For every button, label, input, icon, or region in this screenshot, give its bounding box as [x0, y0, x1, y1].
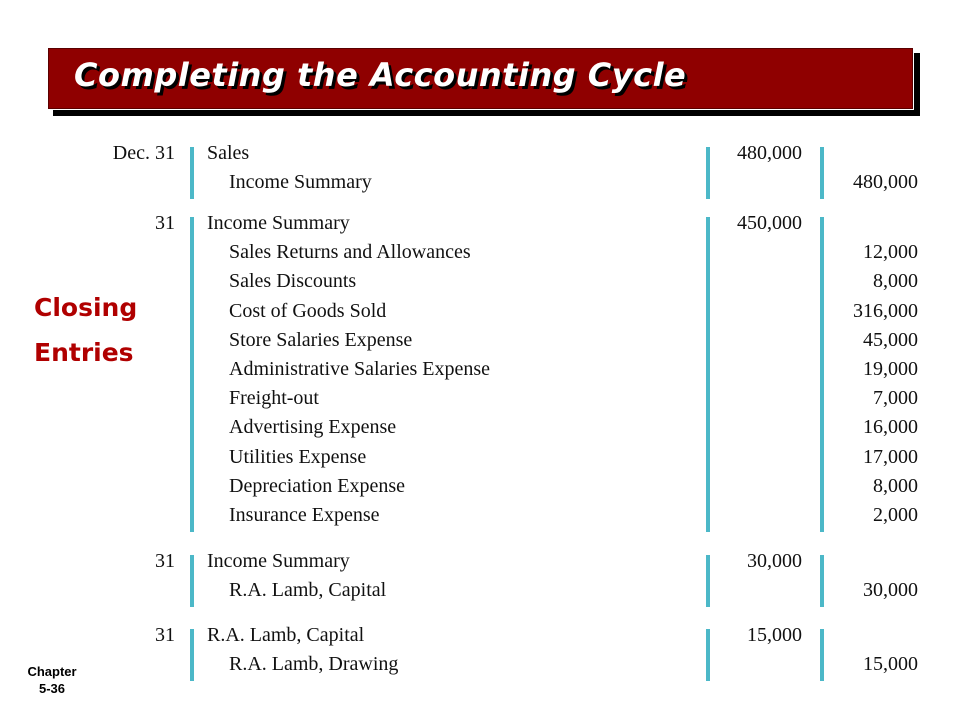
slide-title: Completing the Accounting Cycle: [74, 56, 687, 94]
chapter-label: Chapter: [27, 664, 77, 679]
debit-amount: 15,000: [747, 624, 802, 646]
credit-account-name: R.A. Lamb, Drawing: [229, 653, 399, 676]
journal-row: [0, 621, 960, 650]
journal-row: [0, 168, 960, 197]
journal-row: [0, 650, 960, 679]
credit-amount: 12,000: [863, 241, 918, 264]
credit-amount: 15,000: [863, 653, 918, 676]
credit-amount: 316,000: [853, 299, 918, 322]
entry-date: 31: [155, 550, 175, 572]
credit-account-name: Store Salaries Expense: [229, 328, 413, 351]
debit-amount: 30,000: [747, 550, 802, 572]
credit-account-name: Cost of Goods Sold: [229, 299, 387, 322]
credit-account-name: Sales Discounts: [229, 270, 357, 293]
debit-account-name: R.A. Lamb, Capital: [207, 624, 365, 646]
entry-date: 31: [155, 212, 175, 234]
credit-account-name: Insurance Expense: [229, 504, 380, 526]
journal-row: [0, 297, 960, 326]
credit-account-name: Freight-out: [229, 387, 319, 410]
journal-row: [0, 267, 960, 296]
credit-amount: 8,000: [873, 474, 918, 497]
credit-account-name: Advertising Expense: [229, 416, 397, 439]
debit-account-name: Income Summary: [207, 550, 350, 572]
journal-row: [0, 472, 960, 501]
credit-amount: 8,000: [873, 270, 918, 293]
journal-row: [0, 209, 960, 238]
credit-amount: 19,000: [863, 358, 918, 380]
journal-row: [0, 238, 960, 267]
journal-row: [0, 355, 960, 384]
journal-row: [0, 413, 960, 442]
journal-row: [0, 576, 960, 605]
closing-label: Closing: [34, 293, 138, 322]
credit-account-name: Utilities Expense: [229, 445, 367, 468]
credit-amount: 30,000: [863, 579, 918, 602]
credit-amount: 2,000: [873, 504, 918, 526]
entry-date: 31: [155, 624, 175, 646]
credit-amount: 45,000: [863, 328, 918, 351]
credit-amount: 7,000: [873, 387, 918, 410]
journal-row: [0, 326, 960, 355]
entry-date: Dec. 31: [112, 142, 175, 164]
journal-row: [0, 139, 960, 168]
page-number: 5-36: [38, 681, 66, 696]
credit-account-name: Depreciation Expense: [229, 474, 406, 497]
journal-row: [0, 443, 960, 472]
credit-amount: 16,000: [863, 416, 918, 439]
credit-account-name: Administrative Salaries Expense: [229, 358, 491, 380]
journal-row: [0, 547, 960, 576]
debit-account-name: Income Summary: [207, 212, 350, 234]
credit-account-name: R.A. Lamb, Capital: [229, 579, 387, 602]
credit-account-name: Sales Returns and Allowances: [229, 241, 471, 264]
debit-amount: 480,000: [737, 142, 802, 164]
credit-amount: 480,000: [853, 171, 918, 194]
credit-account-name: Income Summary: [229, 171, 372, 194]
debit-account-name: Sales: [207, 142, 250, 164]
journal-row: [0, 501, 960, 530]
credit-amount: 17,000: [863, 445, 918, 468]
entries-label: Entries: [34, 338, 134, 367]
journal-row: [0, 384, 960, 413]
debit-amount: 450,000: [737, 212, 802, 234]
